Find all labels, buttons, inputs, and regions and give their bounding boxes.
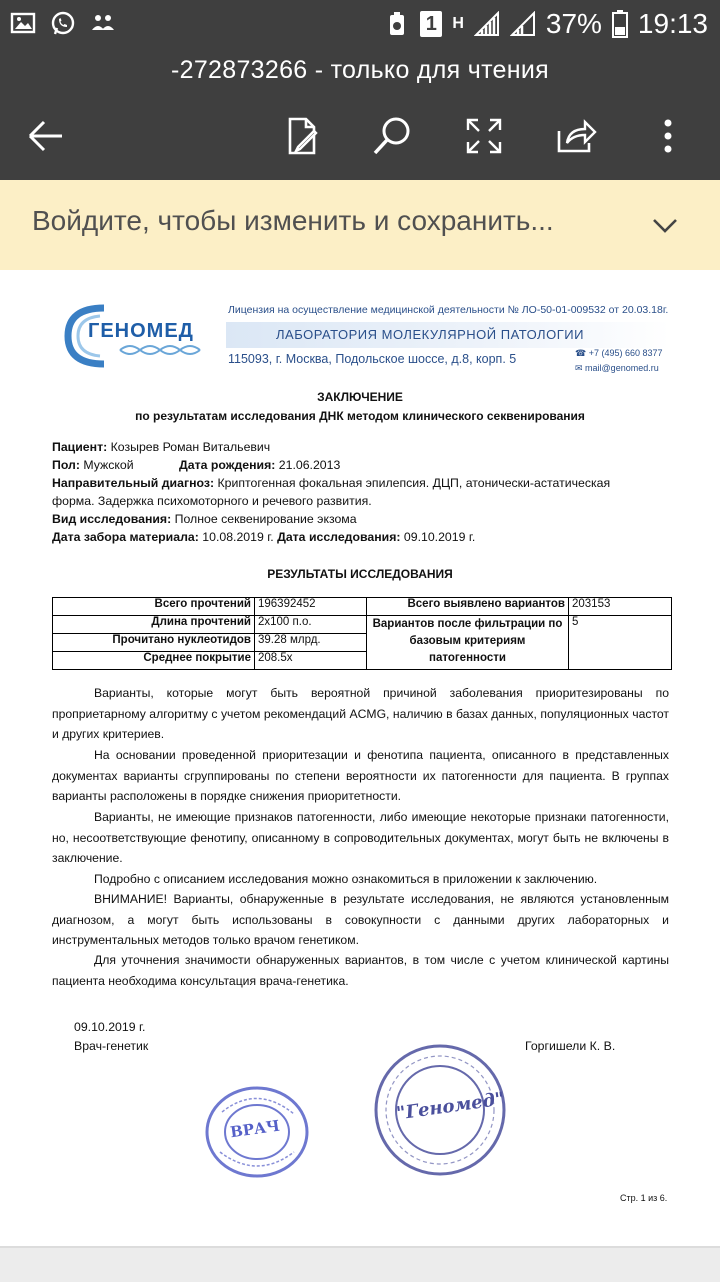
search-icon bbox=[370, 114, 414, 158]
table-row bbox=[53, 598, 672, 616]
email-address: mail@genomed.ru bbox=[585, 363, 659, 373]
edit-button[interactable] bbox=[274, 108, 330, 164]
company-stamp bbox=[370, 1040, 510, 1185]
share-icon bbox=[555, 117, 597, 155]
results-title: РЕЗУЛЬТАТЫ ИССЛЕДОВАНИЯ bbox=[267, 567, 453, 581]
signature-role: Врач-генетик bbox=[74, 1039, 149, 1053]
doctor-stamp-text: ВРАЧ bbox=[228, 1116, 281, 1142]
doctor-stamp bbox=[202, 1082, 312, 1187]
sex-label: Пол: bbox=[52, 458, 80, 472]
network-type: H bbox=[452, 15, 464, 32]
document-title: -272873266 - только для чтения bbox=[171, 56, 549, 84]
variants-filtered-value: 5 bbox=[569, 616, 672, 670]
signal-icon bbox=[474, 11, 500, 37]
patient-line bbox=[52, 440, 270, 454]
nucleotides-label: Прочитано нуклеотидов bbox=[53, 634, 255, 652]
dob-line bbox=[179, 458, 340, 472]
paragraph-4: Подробно с описанием исследования можно ознакомиться в приложении к заключению. bbox=[94, 872, 598, 886]
study-date-label: Дата исследования: bbox=[277, 530, 401, 544]
document-subtitle: по результатам исследования ДНК методом клинического секвенирования bbox=[135, 409, 585, 423]
phone-number: +7 (495) 660 8377 bbox=[588, 348, 663, 358]
search-button[interactable] bbox=[364, 108, 420, 164]
share-button[interactable] bbox=[548, 108, 604, 164]
signature-date: 09.10.2019 г. bbox=[74, 1020, 146, 1034]
table-row bbox=[53, 616, 672, 634]
recycle-battery-icon bbox=[384, 11, 410, 37]
paragraph-6: Для уточнения значимости обнаруженных вариантов, в том числе с учетом клинической картины пациента необходима консультация врача-генетика. bbox=[52, 953, 669, 988]
genomed-logo bbox=[60, 298, 210, 370]
study-value: Полное секвенирование экзома bbox=[174, 512, 357, 526]
diagnosis-label: Направительный диагноз: bbox=[52, 476, 215, 490]
coverage-value: 208.5x bbox=[255, 652, 367, 670]
patient-label: Пациент: bbox=[52, 440, 108, 454]
lab-address: 115093, г. Москва, Подольское шоссе, д.8, корп. 5 bbox=[228, 352, 517, 366]
variants-total-label: Всего выявлено вариантов bbox=[367, 598, 569, 616]
lab-email bbox=[575, 363, 659, 374]
sex-value: Мужской bbox=[83, 458, 134, 472]
read-length-value: 2x100 п.о. bbox=[255, 616, 367, 634]
variants-filtered-label: Вариантов после фильтрации по базовым критериям патогенности bbox=[367, 616, 569, 670]
coverage-label: Среднее покрытие bbox=[53, 652, 255, 670]
license-text: Лицензия на осуществление медицинской деятельности № ЛО-50-01-009532 от 20.03.18г. bbox=[228, 304, 669, 316]
paragraph-5: ВНИМАНИЕ! Варианты, обнаруженные в результате исследования, не являются установленным диагнозом, а могут быть использованы в совокупности с данными других лабораторных и инструментальных методов только врачом генетиком. bbox=[52, 892, 669, 947]
results-table bbox=[52, 597, 672, 670]
mail-icon: ✉ bbox=[575, 363, 586, 373]
sign-in-banner[interactable] bbox=[0, 180, 720, 270]
lab-name: ЛАБОРАТОРИЯ МОЛЕКУЛЯРНОЙ ПАТОЛОГИИ bbox=[276, 327, 584, 342]
document-page[interactable] bbox=[0, 270, 720, 1245]
status-bar bbox=[0, 0, 720, 50]
app-toolbar bbox=[0, 50, 720, 180]
page-separator bbox=[0, 1246, 720, 1282]
total-reads-value: 196392452 bbox=[255, 598, 367, 616]
paragraph-1: Варианты, которые могут быть вероятной причиной заболевания приоритезированы по проприетарному алгоритму с учетом рекомендаций ACMG, наличию в базах данных, популяционных частот и других критериев. bbox=[52, 686, 669, 741]
page-number: Стр. 1 из 6. bbox=[620, 1193, 668, 1203]
diagnosis-value-1: Криптогенная фокальная эпилепсия. ДЦП, атонически-астатическая bbox=[217, 476, 611, 490]
read-length-label: Длина прочтений bbox=[53, 616, 255, 634]
document-title-heading: ЗАКЛЮЧЕНИЕ bbox=[317, 390, 403, 404]
signal-icon-2 bbox=[510, 11, 536, 37]
variants-total-value: 203153 bbox=[569, 598, 672, 616]
study-label: Вид исследования: bbox=[52, 512, 172, 526]
dob-value: 21.06.2013 bbox=[278, 458, 341, 472]
gallery-icon bbox=[10, 10, 36, 36]
battery-icon bbox=[612, 10, 628, 38]
lab-phone bbox=[575, 348, 663, 359]
sample-date-value: 10.08.2019 г. bbox=[202, 530, 274, 544]
phone-icon: ☎ bbox=[575, 348, 589, 358]
clock: 19:13 bbox=[637, 8, 708, 39]
logo-text: ГЕНОМЕД bbox=[88, 320, 194, 342]
diagnosis-value-2: форма. Задержка психомоторного и речевого развития. bbox=[52, 494, 372, 508]
dob-label: Дата рождения: bbox=[179, 458, 276, 472]
total-reads-label: Всего прочтений bbox=[53, 598, 255, 616]
study-line bbox=[52, 512, 357, 526]
people-icon bbox=[90, 10, 116, 36]
diagnosis-line bbox=[52, 476, 610, 490]
edit-document-icon bbox=[282, 115, 322, 157]
back-arrow-icon bbox=[26, 119, 66, 153]
paragraph-2: На основании проведенной приоритезации и фенотипа пациента, описанного в представленных документах варианты сгруппированы по степени вероятности их патогенности для пациента. В группах варианты расположены в порядке снижения приоритетности. bbox=[52, 748, 669, 803]
paragraph-3: Варианты, не имеющие признаков патогенности, либо имеющие некоторые признаки патогенности, но, несоответствующие фенотипу, описанному в сопроводительных документах, могут быть не включены в заключение. bbox=[52, 810, 669, 865]
back-button[interactable] bbox=[18, 108, 74, 164]
sex-line bbox=[52, 458, 134, 472]
whatsapp-icon bbox=[50, 10, 76, 36]
sample-date-label: Дата забора материала: bbox=[52, 530, 199, 544]
fullscreen-icon bbox=[465, 117, 503, 155]
more-button[interactable] bbox=[640, 108, 696, 164]
more-vert-icon bbox=[662, 118, 674, 154]
nucleotides-value: 39.28 млрд. bbox=[255, 634, 367, 652]
banner-text: Войдите, чтобы изменить и сохранить... bbox=[32, 205, 554, 236]
study-date-value: 09.10.2019 г. bbox=[403, 530, 476, 544]
patient-name: Козырев Роман Витальевич bbox=[110, 440, 271, 454]
company-stamp-text: "Геномед" bbox=[395, 1088, 506, 1125]
battery-percent: 37% bbox=[545, 8, 602, 39]
signature-name: Горгишели К. В. bbox=[525, 1039, 616, 1053]
chevron-down-icon[interactable] bbox=[650, 210, 680, 240]
dates-line bbox=[52, 530, 475, 544]
sim-badge: 1 bbox=[420, 11, 442, 37]
fullscreen-button[interactable] bbox=[456, 108, 512, 164]
